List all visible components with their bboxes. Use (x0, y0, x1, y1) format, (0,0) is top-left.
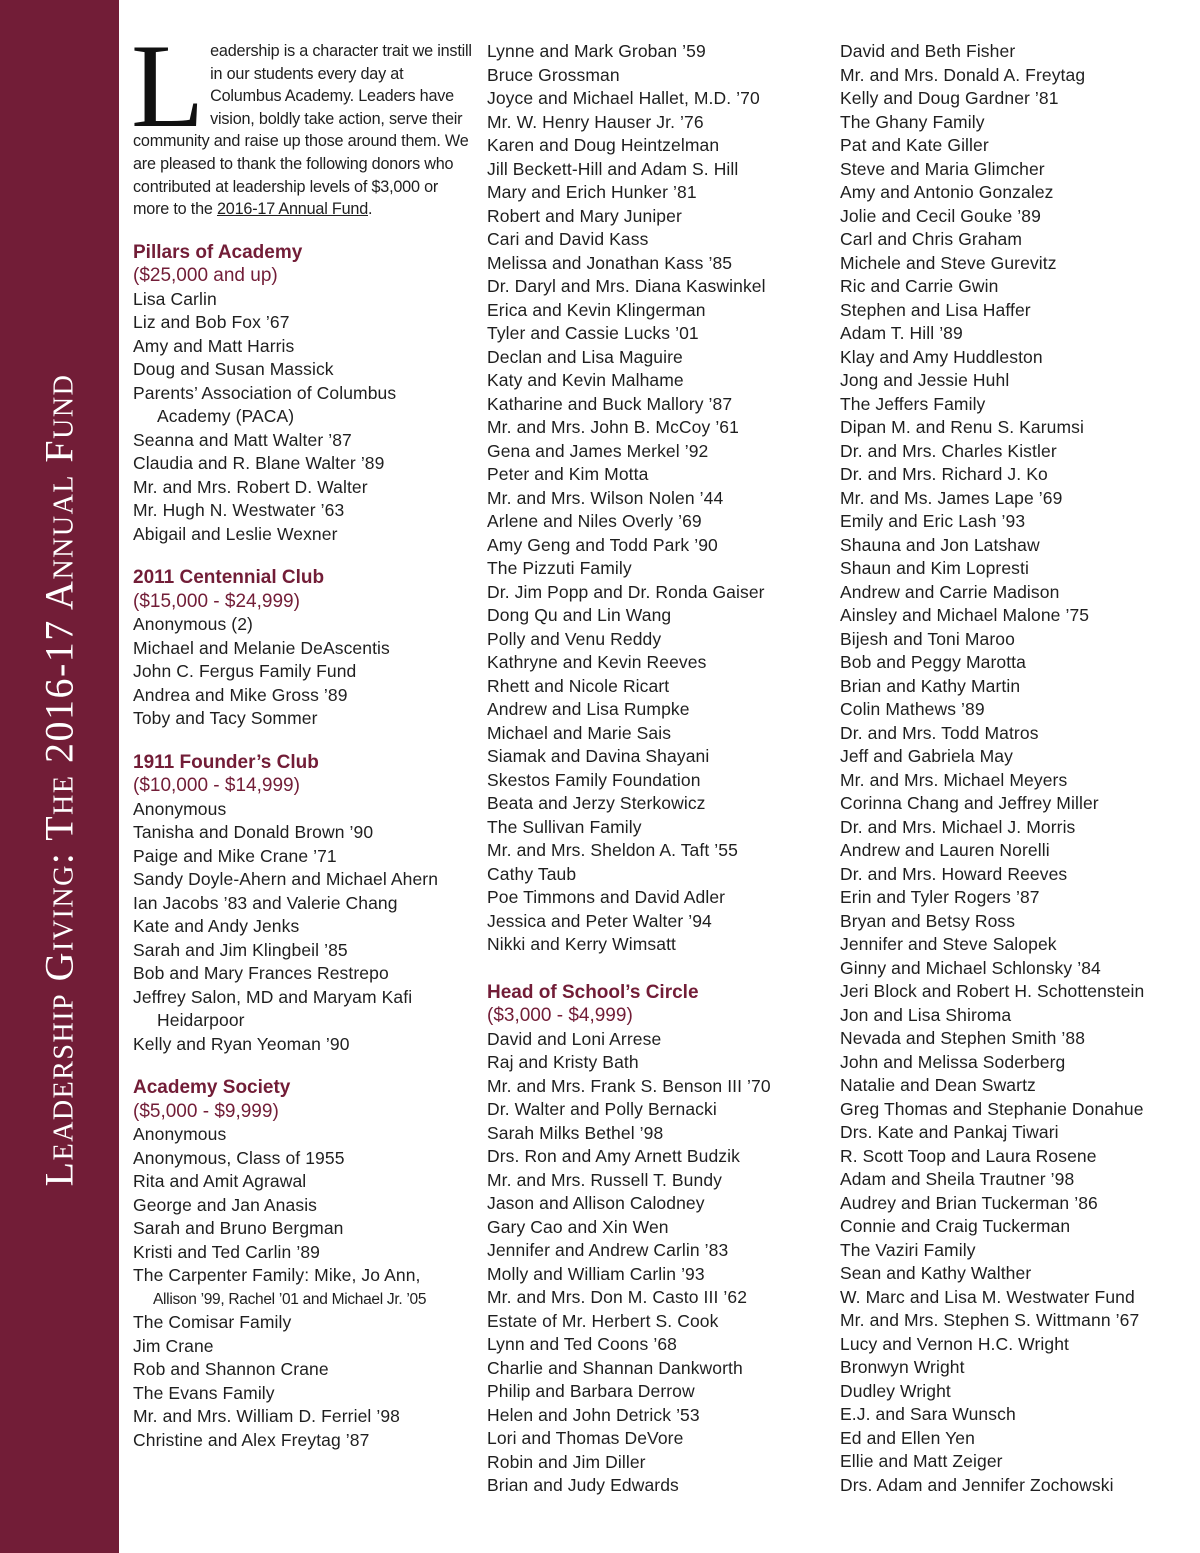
donor-name: Abigail and Leslie Wexner (133, 523, 338, 544)
donor-name: David and Loni Arrese (487, 1028, 662, 1049)
section-title: Head of School’s Circle (487, 981, 699, 1003)
donor-name: R. Scott Toop and Laura Rosene (840, 1145, 1097, 1166)
donor-name: Amy and Antonio Gonzalez (840, 182, 1054, 202)
donor-name: Liz and Bob Fox ’67 (133, 312, 290, 333)
donor-name: Gena and James Merkel ’92 (487, 440, 709, 461)
donor-name: The Ghany Family (840, 111, 985, 132)
donor-name: Amy and Matt Harris (133, 335, 295, 356)
donor-name: Drs. Ron and Amy Arnett Budzik (487, 1146, 740, 1166)
donor-name: The Comisar Family (133, 1312, 292, 1333)
section-title: 2011 Centennial Club (133, 567, 325, 589)
donor-name: Robin and Jim Diller (487, 1451, 646, 1472)
donor-name: Katy and Kevin Malhame (487, 370, 684, 390)
donor-name: Mr. Hugh N. Westwater ’63 (133, 500, 345, 521)
donor-name: Ric and Carrie Gwin (840, 276, 999, 296)
donor-name: Greg Thomas and Stephanie Donahue (840, 1098, 1144, 1119)
donor-name: Jennifer and Andrew Carlin ’83 (487, 1240, 729, 1260)
donor-name: Drs. Adam and Jennifer Zochowski (840, 1474, 1114, 1495)
donor-name: W. Marc and Lisa M. Westwater Fund (840, 1286, 1135, 1307)
donor-name: Adam and Sheila Trautner ’98 (840, 1169, 1075, 1189)
donor-name: Cathy Taub (487, 863, 577, 884)
donor-name: Dr. Walter and Polly Bernacki (487, 1099, 717, 1119)
donor-name: Katharine and Buck Mallory ’87 (487, 393, 733, 414)
donor-name: John C. Fergus Family Fund (133, 661, 357, 682)
donor-name: Beata and Jerzy Sterkowicz (487, 793, 706, 813)
donor-name: Mr. and Mrs. Wilson Nolen ’44 (487, 487, 724, 508)
intro-text: eadership is a character trait we instill in our students every day at Columbus Academy. Leaders have vision, boldly take action, serve their community and raise up those around them. We are pleased to thank the following donors who contributed at leadership levels of $3,000 or more to the (133, 42, 472, 219)
donor-name: Drs. Kate and Pankaj Tiwari (840, 1122, 1059, 1142)
donor-name: Dr. and Mrs. Todd Matros (840, 722, 1039, 743)
sidebar-band (0, 0, 119, 1553)
donor-name: Poe Timmons and David Adler (487, 887, 726, 907)
donor-list (487, 1028, 827, 1498)
donor-name: Klay and Amy Huddleston (840, 346, 1043, 367)
donor-name: Charlie and Shannan Dankworth (487, 1357, 743, 1378)
donor-name: Estate of Mr. Herbert S. Cook (487, 1310, 719, 1331)
donor-name: Ginny and Michael Schlonsky ’84 (840, 957, 1101, 978)
donor-name: Natalie and Dean Swartz (840, 1075, 1036, 1095)
donor-name: Corinna Chang and Jeffrey Miller (840, 793, 1099, 813)
donor-name: The Carpenter Family: Mike, Jo Ann, (133, 1265, 421, 1286)
donor-name: E.J. and Sara Wunsch (840, 1404, 1016, 1424)
donor-name: Cari and David Kass (487, 229, 649, 249)
donor-name: Amy Geng and Todd Park ’90 (487, 534, 718, 555)
donor-name: Arlene and Niles Overly ’69 (487, 511, 702, 531)
donor-name: Siamak and Davina Shayani (487, 746, 710, 766)
donor-name: Polly and Venu Reddy (487, 628, 662, 649)
donor-name: Dr. and Mrs. Michael J. Morris (840, 816, 1076, 837)
donor-name: Mr. and Mrs. John B. McCoy ’61 (487, 417, 739, 437)
donor-name: Kelly and Ryan Yeoman ’90 (133, 1033, 350, 1054)
annual-fund-link[interactable]: 2016-17 Annual Fund (216, 200, 368, 219)
donor-name: Jill Beckett-Hill and Adam S. Hill (487, 158, 739, 179)
donor-name: Dr. and Mrs. Charles Kistler (840, 440, 1057, 461)
donor-name: Lucy and Vernon H.C. Wright (840, 1333, 1070, 1354)
donor-name: Rita and Amit Agrawal (133, 1171, 307, 1192)
donor-name: Dr. and Mrs. Richard J. Ko (840, 464, 1048, 484)
donor-name: Allison ’99, Rachel ’01 and Michael Jr. ’05 (153, 1290, 427, 1308)
donor-list (133, 613, 473, 731)
donor-name: Brian and Judy Edwards (487, 1475, 679, 1495)
donor-name: Colin Mathews ’89 (840, 699, 985, 719)
donor-name: Philip and Barbara Derrow (487, 1381, 695, 1401)
donor-name: Steve and Maria Glimcher (840, 158, 1045, 179)
donor-name: Mr. and Mrs. Michael Meyers (840, 769, 1068, 790)
donor-name: Erica and Kevin Klingerman (487, 299, 706, 320)
section-range: ($5,000 - $9,999) (133, 1100, 279, 1122)
donor-name: Dr. Daryl and Mrs. Diana Kaswinkel (487, 276, 766, 296)
section-range: ($15,000 - $24,999) (133, 590, 300, 612)
donor-name: Michael and Marie Sais (487, 722, 672, 743)
donor-name: Mr. and Mrs. Russell T. Bundy (487, 1169, 723, 1190)
section-range: ($10,000 - $14,999) (133, 775, 300, 797)
donor-name: Helen and John Detrick ’53 (487, 1404, 700, 1425)
donor-name: Mary and Erich Hunker ’81 (487, 182, 697, 202)
donor-name: Pat and Kate Giller (840, 135, 989, 155)
column-1 (131, 19, 473, 1472)
section-range: ($3,000 - $4,999) (487, 1005, 633, 1026)
section-centennial (133, 566, 473, 731)
donor-name: Dipan M. and Renu S. Karumsi (840, 417, 1085, 437)
donor-name: Bruce Grossman (487, 64, 620, 85)
section-head (487, 981, 827, 1498)
donor-name: Dr. Jim Popp and Dr. Ronda Gaiser (487, 581, 765, 602)
donor-name: Mr. and Mrs. Frank S. Benson III ’70 (487, 1075, 771, 1096)
donor-name: Rob and Shannon Crane (133, 1359, 329, 1380)
donor-name: Mr. and Mrs. Robert D. Walter (133, 476, 368, 497)
donor-name: Anonymous, Class of 1955 (133, 1147, 345, 1168)
donor-name: John and Melissa Soderberg (840, 1051, 1066, 1072)
donor-name: Seanna and Matt Walter ’87 (133, 429, 352, 450)
donor-name: Ellie and Matt Zeiger (840, 1451, 1003, 1471)
donor-name: Lori and Thomas DeVore (487, 1428, 684, 1448)
donor-name: Mr. and Mrs. Stephen S. Wittmann ’67 (840, 1310, 1140, 1330)
donor-name: Audrey and Brian Tuckerman ’86 (840, 1192, 1098, 1213)
donor-name: Andrew and Lauren Norelli (840, 840, 1050, 860)
donor-name: Dong Qu and Lin Wang (487, 605, 672, 625)
donor-name: Sandy Doyle-Ahern and Michael Ahern (133, 869, 439, 890)
donor-name: Sarah and Bruno Bergman (133, 1218, 344, 1239)
section-title: Pillars of Academy (133, 241, 303, 263)
donor-list (840, 40, 1190, 1497)
donor-name: Sarah Milks Bethel ’98 (487, 1122, 664, 1143)
donor-name: Bob and Peggy Marotta (840, 652, 1026, 672)
donor-name: Ian Jacobs ’83 and Valerie Chang (133, 892, 398, 913)
donor-name: Jim Crane (133, 1335, 214, 1356)
donor-name: Gary Cao and Xin Wen (487, 1216, 669, 1237)
donor-name: Robert and Mary Juniper (487, 205, 682, 226)
donor-name: Claudia and R. Blane Walter ’89 (133, 453, 385, 474)
donor-name: Andrew and Carrie Madison (840, 581, 1060, 602)
donor-name: The Pizzuti Family (487, 558, 632, 578)
column-2 (487, 40, 827, 1518)
donor-name: Jessica and Peter Walter ’94 (487, 910, 712, 931)
donor-name: Jong and Jessie Huhl (840, 370, 1010, 390)
donor-name: Christine and Alex Freytag ’87 (133, 1429, 370, 1450)
donor-name: Kathryne and Kevin Reeves (487, 652, 707, 672)
donor-name: Bob and Mary Frances Restrepo (133, 963, 389, 984)
donor-name: Emily and Eric Lash ’93 (840, 511, 1026, 531)
donor-name: The Jeffers Family (840, 393, 986, 414)
donor-name: Shaun and Kim Lopresti (840, 558, 1029, 578)
donor-name: Heidarpoor (157, 1010, 245, 1031)
donor-name: Dr. and Mrs. Howard Reeves (840, 863, 1068, 884)
donor-name: George and Jan Anasis (133, 1194, 318, 1215)
donor-name: Molly and William Carlin ’93 (487, 1263, 705, 1284)
donor-name: Raj and Kristy Bath (487, 1052, 639, 1072)
donor-name: Jeri Block and Robert H. Schottenstein (840, 981, 1145, 1001)
section-pillars (133, 241, 473, 547)
donor-name: Skestos Family Foundation (487, 769, 701, 790)
donor-name: Erin and Tyler Rogers ’87 (840, 887, 1040, 907)
intro-paragraph (131, 19, 473, 221)
donor-name: Nevada and Stephen Smith ’88 (840, 1028, 1086, 1048)
donor-name: Mr. and Mrs. Sheldon A. Taft ’55 (487, 840, 738, 860)
donor-name: Kate and Andy Jenks (133, 916, 300, 937)
section-title: 1911 Founder’s Club (133, 751, 319, 773)
donor-name: Jennifer and Steve Salopek (840, 934, 1057, 954)
donor-name: Declan and Lisa Maguire (487, 346, 683, 367)
donor-list (133, 798, 473, 1057)
donor-name: Jolie and Cecil Gouke ’89 (840, 205, 1041, 226)
donor-name: Bronwyn Wright (840, 1357, 965, 1377)
donor-name: Jon and Lisa Shiroma (840, 1004, 1012, 1025)
donor-name: Kristi and Ted Carlin ’89 (133, 1241, 320, 1262)
donor-name: Michele and Steve Gurevitz (840, 252, 1057, 273)
donor-name: Sean and Kathy Walther (840, 1263, 1032, 1283)
intro-end: . (368, 200, 373, 219)
donor-name: Jason and Allison Calodney (487, 1193, 705, 1213)
donor-name: Doug and Susan Massick (133, 359, 334, 380)
column-3 (840, 40, 1190, 1517)
section-society-continued (487, 40, 827, 957)
donor-list (487, 40, 827, 957)
donor-name: Nikki and Kerry Wimsatt (487, 934, 676, 954)
donor-name: David and Beth Fisher (840, 41, 1016, 61)
section-founders (133, 751, 473, 1057)
section-society (133, 1076, 473, 1452)
donor-name: Kelly and Doug Gardner ’81 (840, 88, 1059, 108)
donor-name: Michael and Melanie DeAscentis (133, 637, 390, 658)
donor-name: Anonymous (133, 798, 227, 819)
donor-name: Stephen and Lisa Haffer (840, 299, 1031, 320)
donor-name: Mr. W. Henry Hauser Jr. ’76 (487, 111, 704, 132)
donor-list (133, 1123, 473, 1452)
donor-name: Mr. and Mrs. Donald A. Freytag (840, 64, 1086, 85)
donor-name: Anonymous (2) (133, 614, 253, 635)
donor-name: Bryan and Betsy Ross (840, 910, 1016, 931)
donor-name: Sarah and Jim Klingbeil ’85 (133, 939, 348, 960)
donor-name: Tanisha and Donald Brown ’90 (133, 822, 374, 843)
section-range: ($25,000 and up) (133, 265, 278, 287)
donor-name: Karen and Doug Heintzelman (487, 135, 720, 155)
donor-name: Dudley Wright (840, 1380, 951, 1401)
donor-name: The Vaziri Family (840, 1239, 976, 1260)
donor-name: Connie and Craig Tuckerman (840, 1216, 1071, 1236)
donor-name: Andrea and Mike Gross ’89 (133, 684, 348, 705)
donor-name: The Sullivan Family (487, 816, 642, 837)
donor-name: Anonymous (133, 1124, 227, 1145)
donor-name: Ed and Ellen Yen (840, 1427, 975, 1448)
donor-name: Tyler and Cassie Lucks ’01 (487, 323, 699, 343)
donor-name: Ainsley and Michael Malone ’75 (840, 605, 1090, 625)
donor-name: Mr. and Mrs. Don M. Casto III ’62 (487, 1287, 748, 1307)
donor-name: Jeffrey Salon, MD and Maryam Kafi (133, 986, 413, 1007)
donor-name: Bijesh and Toni Maroo (840, 628, 1015, 649)
donor-name: Brian and Kathy Martin (840, 675, 1021, 696)
donor-name: Parents’ Association of Columbus (133, 382, 397, 403)
donor-name: Lisa Carlin (133, 288, 217, 309)
vertical-title: Leadership Giving: The 2016-17 Annual Fund (36, 373, 82, 1187)
donor-name: Mr. and Mrs. William D. Ferriel ’98 (133, 1406, 401, 1427)
donor-name: The Evans Family (133, 1382, 275, 1403)
donor-name: Paige and Mike Crane ’71 (133, 845, 337, 866)
donor-name: Andrew and Lisa Rumpke (487, 699, 690, 719)
donor-name: Mr. and Ms. James Lape ’69 (840, 487, 1063, 508)
donor-name: Academy (PACA) (157, 406, 295, 427)
donor-name: Toby and Tacy Sommer (133, 708, 318, 729)
donor-name: Lynn and Ted Coons ’68 (487, 1334, 677, 1354)
section-title: Academy Society (133, 1077, 291, 1099)
donor-name: Carl and Chris Graham (840, 229, 1023, 249)
donor-name: Peter and Kim Motta (487, 464, 649, 484)
donor-name: Lynne and Mark Groban ’59 (487, 41, 706, 61)
donor-name: Melissa and Jonathan Kass ’85 (487, 252, 733, 273)
donor-name: Adam T. Hill ’89 (840, 323, 963, 343)
section-head-continued (840, 40, 1190, 1497)
donor-name: Jeff and Gabriela May (840, 746, 1013, 766)
donor-name: Rhett and Nicole Ricart (487, 675, 670, 696)
donor-name: Joyce and Michael Hallet, M.D. ’70 (487, 88, 760, 108)
donor-name: Shauna and Jon Latshaw (840, 534, 1040, 555)
donor-list (133, 288, 473, 547)
drop-cap: L (131, 19, 205, 152)
